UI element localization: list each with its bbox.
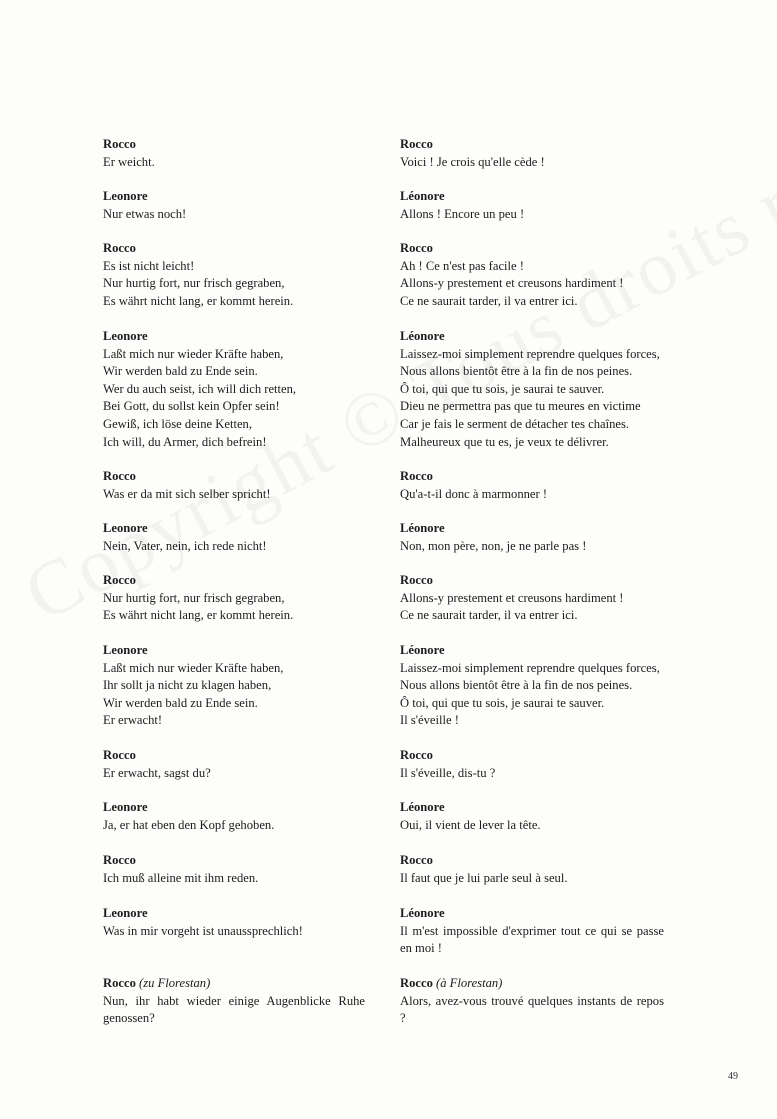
french-block	[400, 905, 664, 958]
verse-line: Gewiß, ich löse deine Ketten,	[103, 416, 252, 431]
speaker-name	[103, 328, 365, 346]
german-block	[103, 642, 365, 730]
speaker-name	[400, 328, 664, 346]
speaker-label: Rocco	[103, 573, 136, 587]
speaker-label: Leonore	[103, 521, 148, 535]
speaker-label: Léonore	[400, 643, 445, 657]
speaker-name	[103, 188, 365, 206]
french-block	[400, 642, 664, 730]
speaker-label: Léonore	[400, 329, 445, 343]
verse-line: Oui, il vient de lever la tête.	[400, 817, 541, 832]
verse-line: Es währt nicht lang, er kommt herein.	[103, 608, 294, 623]
verse-line: Qu'a-t-il donc à marmonner !	[400, 486, 548, 501]
speaker-label: Rocco	[103, 469, 136, 483]
verse-line: Alors, avez-vous trouvé quelques instants de repos ?	[400, 993, 664, 1026]
speaker-name	[103, 468, 365, 486]
page-number: 49	[728, 1071, 738, 1082]
speaker-label: Rocco	[400, 137, 433, 151]
speaker-name	[400, 747, 664, 765]
verse-line: Bei Gott, du sollst kein Opfer sein!	[103, 399, 280, 414]
speaker-label: Leonore	[103, 329, 148, 343]
speaker-label: Rocco	[103, 241, 136, 255]
verse-line: Ich will, du Armer, dich befrein!	[103, 434, 267, 449]
french-block	[400, 328, 664, 451]
verse-line: Nur hurtig fort, nur frisch gegraben,	[103, 590, 285, 605]
verse-line: Voici ! Je crois qu'elle cède !	[400, 154, 545, 169]
speaker-name	[103, 852, 365, 870]
verse-line: Il m'est impossible d'exprimer tout ce qui se passe en moi !	[400, 923, 664, 956]
verse-line: Ce ne saurait tarder, il va entrer ici.	[400, 608, 578, 623]
speaker-name	[103, 520, 365, 538]
speaker-label: Rocco	[103, 853, 136, 867]
french-block	[400, 520, 664, 555]
verse-line: Er erwacht!	[103, 713, 163, 728]
speaker-name	[400, 852, 664, 870]
german-block	[103, 328, 365, 451]
speaker-label: Leonore	[103, 189, 148, 203]
french-block	[400, 572, 664, 625]
verse-line: Allons ! Encore un peu !	[400, 206, 525, 221]
speaker-name	[400, 468, 664, 486]
speaker-name	[103, 799, 365, 817]
verse-line: Ô toi, qui que tu sois, je saurai te sauver.	[400, 695, 605, 710]
verse-line: Ce ne saurait tarder, il va entrer ici.	[400, 293, 578, 308]
verse-line: Laissez-moi simplement reprendre quelques forces,	[400, 346, 660, 361]
verse-line: Was in mir vorgeht ist unaussprechlich!	[103, 923, 303, 938]
german-block	[103, 136, 365, 171]
speaker-label: Leonore	[103, 643, 148, 657]
verse-line: Laßt mich nur wieder Kräfte haben,	[103, 660, 284, 675]
speaker-label: Rocco	[400, 976, 433, 990]
verse-line: Non, mon père, non, je ne parle pas !	[400, 538, 587, 553]
speaker-name	[400, 799, 664, 817]
speaker-name	[400, 520, 664, 538]
german-block	[103, 799, 365, 834]
french-block	[400, 852, 664, 887]
speaker-label: Rocco	[400, 469, 433, 483]
german-block	[103, 905, 365, 940]
german-block	[103, 572, 365, 625]
speaker-label: Rocco	[400, 748, 433, 762]
speaker-name	[400, 975, 664, 993]
speaker-name	[400, 240, 664, 258]
verse-line: Car je fais le serment de détacher tes chaînes.	[400, 416, 630, 431]
german-block	[103, 520, 365, 555]
verse-line: Dieu ne permettra pas que tu meures en victime	[400, 399, 641, 414]
verse-line: Nous allons bientôt être à la fin de nos peines.	[400, 364, 633, 379]
speaker-label: Léonore	[400, 906, 445, 920]
speaker-name	[400, 905, 664, 923]
german-block	[103, 240, 365, 310]
french-block	[400, 747, 664, 782]
speaker-name	[400, 136, 664, 154]
speaker-label: Léonore	[400, 800, 445, 814]
verse-line: Ah ! Ce n'est pas facile !	[400, 258, 524, 273]
french-block	[400, 188, 664, 223]
verse-line: Il faut que je lui parle seul à seul.	[400, 870, 568, 885]
speaker-name	[103, 747, 365, 765]
verse-line: Laissez-moi simplement reprendre quelques forces,	[400, 660, 660, 675]
speaker-label: Rocco	[103, 748, 136, 762]
french-block	[400, 468, 664, 503]
verse-line: Malheureux que tu es, je veux te délivrer.	[400, 434, 609, 449]
german-block	[103, 747, 365, 782]
verse-line: Wir werden bald zu Ende sein.	[103, 695, 258, 710]
speaker-label: Rocco	[400, 573, 433, 587]
verse-line: Nun, ihr habt wieder einige Augenblicke Ruhe genossen?	[103, 993, 365, 1026]
speaker-name	[103, 240, 365, 258]
speaker-label: Léonore	[400, 521, 445, 535]
french-block	[400, 136, 664, 171]
verse-line: Il s'éveille !	[400, 713, 459, 728]
verse-line: Ja, er hat eben den Kopf gehoben.	[103, 817, 275, 832]
french-block	[400, 240, 664, 310]
german-block	[103, 188, 365, 223]
verse-line: Was er da mit sich selber spricht!	[103, 486, 271, 501]
verse-line: Wir werden bald zu Ende sein.	[103, 364, 258, 379]
verse-line: Wer du auch seist, ich will dich retten,	[103, 381, 297, 396]
speaker-label: Rocco	[103, 137, 136, 151]
verse-line: Allons-y prestement et creusons hardiment !	[400, 590, 624, 605]
verse-line: Ihr sollt ja nicht zu klagen haben,	[103, 678, 272, 693]
verse-line: Laßt mich nur wieder Kräfte haben,	[103, 346, 284, 361]
german-block	[103, 975, 365, 1028]
verse-line: Nur etwas noch!	[103, 206, 187, 221]
verse-line: Nous allons bientôt être à la fin de nos peines.	[400, 678, 633, 693]
french-block	[400, 799, 664, 834]
speaker-label: Leonore	[103, 906, 148, 920]
speaker-name	[400, 572, 664, 590]
speaker-label: Leonore	[103, 800, 148, 814]
german-block	[103, 852, 365, 887]
french-block	[400, 975, 664, 1028]
verse-line: Es währt nicht lang, er kommt herein.	[103, 293, 294, 308]
speaker-name	[103, 905, 365, 923]
speaker-label: Rocco	[400, 241, 433, 255]
verse-line: Il s'éveille, dis-tu ?	[400, 765, 496, 780]
verse-line: Nur hurtig fort, nur frisch gegraben,	[103, 276, 285, 291]
speaker-name	[103, 572, 365, 590]
speaker-label: Léonore	[400, 189, 445, 203]
speaker-name	[400, 642, 664, 660]
speaker-name	[103, 136, 365, 154]
verse-line: Er erwacht, sagst du?	[103, 765, 211, 780]
german-block	[103, 468, 365, 503]
speaker-name	[103, 642, 365, 660]
verse-line: Allons-y prestement et creusons hardiment !	[400, 276, 624, 291]
speaker-name	[400, 188, 664, 206]
verse-line: Nein, Vater, nein, ich rede nicht!	[103, 538, 267, 553]
stage-direction: (à Florestan)	[436, 976, 503, 990]
speaker-label: Rocco	[103, 976, 136, 990]
speaker-name	[103, 975, 365, 993]
verse-line: Ich muß alleine mit ihm reden.	[103, 870, 259, 885]
stage-direction: (zu Florestan)	[139, 976, 211, 990]
verse-line: Es ist nicht leicht!	[103, 258, 195, 273]
speaker-label: Rocco	[400, 853, 433, 867]
verse-line: Er weicht.	[103, 154, 155, 169]
verse-line: Ô toi, qui que tu sois, je saurai te sauver.	[400, 381, 605, 396]
